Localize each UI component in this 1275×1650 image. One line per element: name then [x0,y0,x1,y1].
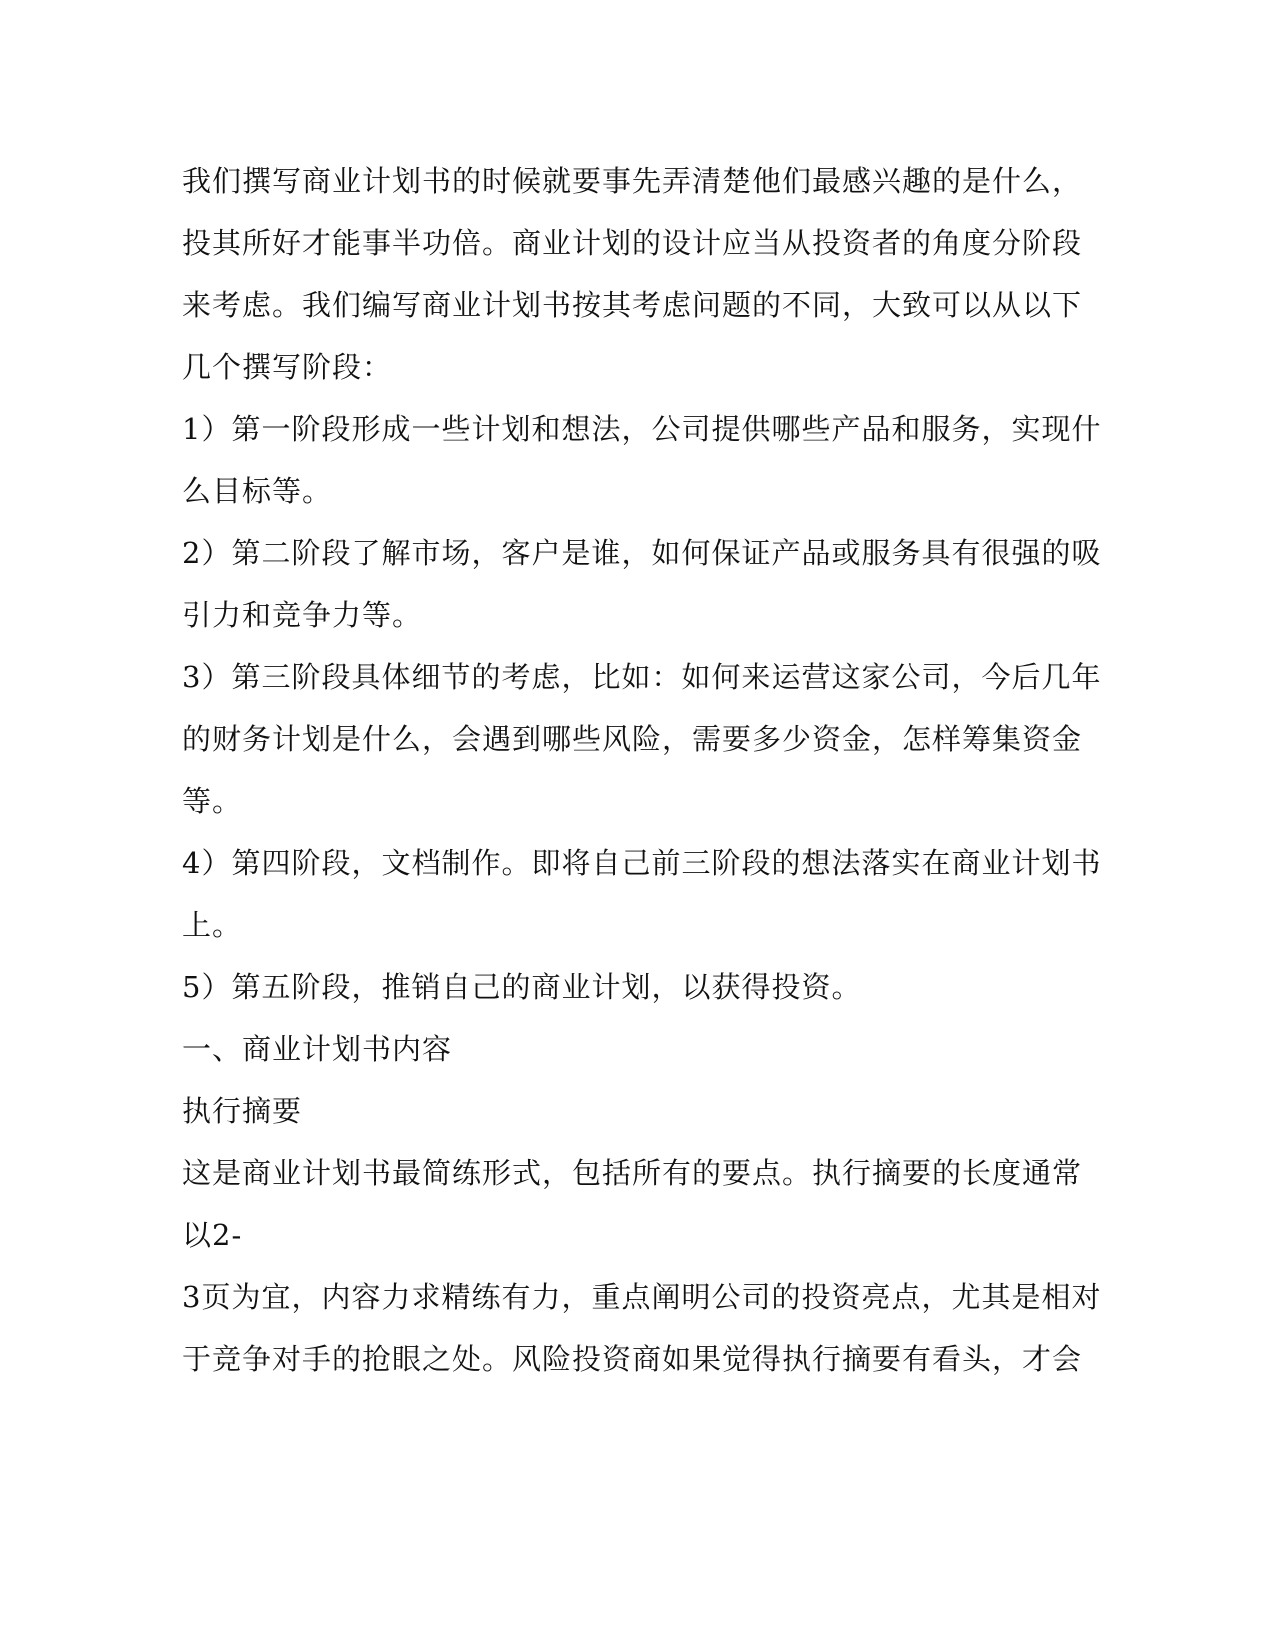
list-item-line: 的财务计划是什么，会遇到哪些风险，需要多少资金，怎样筹集资金 [182,722,1083,756]
list-item-line: 1）第一阶段形成一些计划和想法，公司提供哪些产品和服务，实现什 [182,412,1102,446]
text-line: 几个撰写阶段： [182,350,393,384]
text-line: 这是商业计划书最简练形式，包括所有的要点。执行摘要的长度通常 [182,1156,1083,1190]
list-item-line: 么目标等。 [182,474,333,508]
list-item-line: 引力和竞争力等。 [182,598,423,632]
body-text [182,150,1102,1390]
text-line: 以2- [182,1218,243,1252]
list-item-line: 上。 [182,908,243,942]
text-line: 来考虑。我们编写商业计划书按其考虑问题的不同，大致可以从以下 [182,288,1083,322]
text-line: 我们撰写商业计划书的时候就要事先弄清楚他们最感兴趣的是什么， [182,164,1083,198]
list-item-line: 3）第三阶段具体细节的考虑，比如：如何来运营这家公司，今后几年 [182,660,1102,694]
text-line: 于竞争对手的抢眼之处。风险投资商如果觉得执行摘要有看头，才会 [182,1342,1083,1376]
text-line: 投其所好才能事半功倍。商业计划的设计应当从投资者的角度分阶段 [182,226,1083,260]
list-item-line: 等。 [182,784,243,818]
list-item-line: 2）第二阶段了解市场，客户是谁，如何保证产品或服务具有很强的吸 [182,536,1102,570]
list-item-line: 4）第四阶段，文档制作。即将自己前三阶段的想法落实在商业计划书 [182,846,1102,880]
text-line: 3页为宜，内容力求精练有力，重点阐明公司的投资亮点，尤其是相对 [182,1280,1102,1314]
section-heading: 一、商业计划书内容 [182,1032,453,1066]
subsection-heading: 执行摘要 [182,1094,303,1128]
list-item-line: 5）第五阶段，推销自己的商业计划，以获得投资。 [182,970,862,1004]
